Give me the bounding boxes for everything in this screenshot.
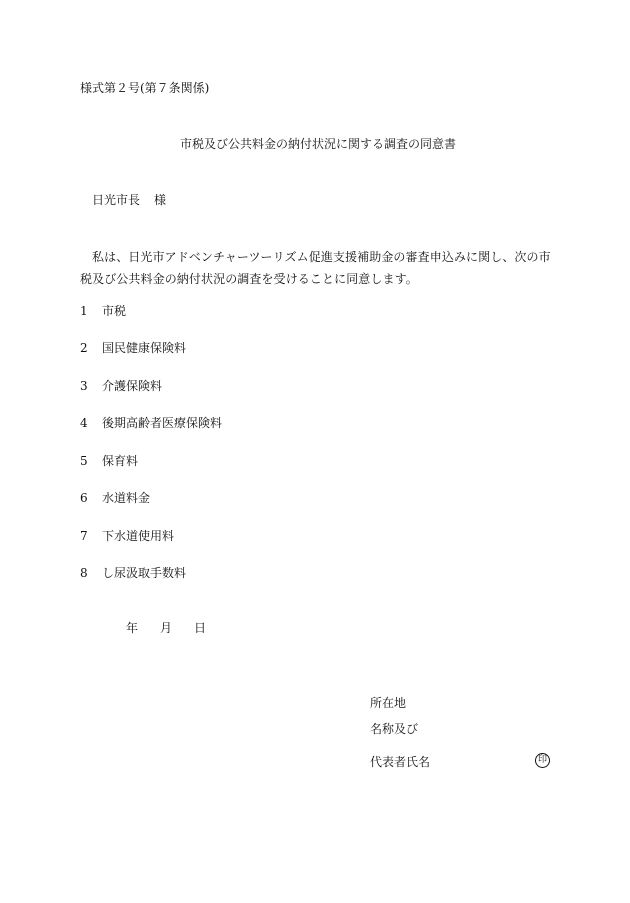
form-number: 様式第２号(第７条関係) bbox=[80, 81, 210, 95]
addressee-honorific: 様 bbox=[154, 193, 167, 207]
list-item bbox=[80, 304, 126, 318]
year-label: 年 bbox=[126, 621, 139, 635]
list-item bbox=[80, 341, 186, 355]
list-item bbox=[80, 454, 138, 468]
list-item bbox=[80, 529, 174, 543]
item-number: 7 bbox=[80, 529, 88, 543]
item-number: 6 bbox=[80, 491, 88, 505]
list-item bbox=[80, 491, 150, 505]
item-number: 2 bbox=[80, 341, 88, 355]
document-title: 市税及び公共料金の納付状況に関する調査の同意書 bbox=[180, 137, 457, 151]
consent-statement: 私は、日光市アドベンチャーツーリズム促進支援補助金の審査申込みに関し、次の市税及び公共料金の納付状況の調査を受けることに同意します。 bbox=[80, 250, 551, 286]
item-label: し尿汲取手数料 bbox=[102, 566, 187, 580]
addressee bbox=[92, 193, 166, 207]
date-line bbox=[126, 621, 206, 635]
item-number: 5 bbox=[80, 454, 88, 468]
item-label: 市税 bbox=[102, 304, 127, 318]
item-label: 介護保険料 bbox=[102, 379, 163, 393]
item-number: 1 bbox=[80, 304, 88, 318]
list-item bbox=[80, 416, 222, 430]
item-label: 下水道使用料 bbox=[102, 529, 175, 543]
day-label: 日 bbox=[194, 621, 207, 635]
addressee-name: 日光市長 bbox=[92, 193, 141, 207]
seal-mark: 印 bbox=[535, 753, 550, 768]
item-label: 国民健康保険料 bbox=[102, 341, 187, 355]
address-label: 所在地 bbox=[370, 696, 407, 710]
list-item bbox=[80, 566, 186, 580]
item-number: 4 bbox=[80, 416, 88, 430]
list-item bbox=[80, 379, 162, 393]
item-label: 後期高齢者医療保険料 bbox=[102, 416, 223, 430]
company-name-label: 名称及び bbox=[370, 722, 419, 736]
representative-label: 代表者氏名 bbox=[370, 755, 431, 769]
month-label: 月 bbox=[160, 621, 173, 635]
item-label: 水道料金 bbox=[102, 491, 151, 505]
item-number: 3 bbox=[80, 379, 88, 393]
item-label: 保育料 bbox=[102, 454, 139, 468]
item-number: 8 bbox=[80, 566, 88, 580]
